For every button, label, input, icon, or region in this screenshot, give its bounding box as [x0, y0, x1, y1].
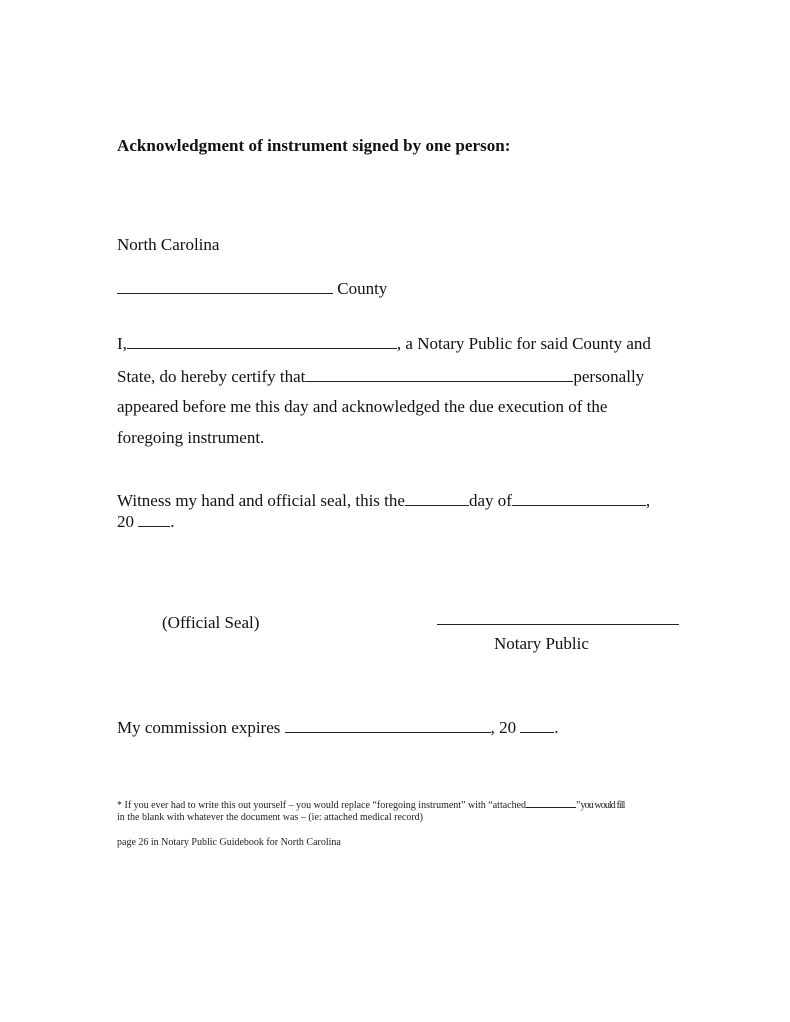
commission-prefix: My commission expires — [117, 718, 281, 737]
witness-comma: , — [645, 491, 651, 510]
day-of-label: day of — [468, 491, 512, 510]
line1-suffix: , a Notary Public for said County and — [396, 334, 651, 353]
line2-suffix: personally — [573, 367, 645, 386]
paragraph1-line4: foregoing instrument. — [117, 428, 265, 447]
commission-year-prefix: , 20 — [490, 718, 517, 737]
source-citation: page 26 in Notary Public Guidebook for North Carolina — [117, 837, 341, 848]
notary-public-label: Notary Public — [494, 634, 589, 653]
paragraph1-line1 — [117, 333, 651, 354]
commission-year-blank[interactable] — [520, 717, 554, 733]
witness-line1 — [117, 490, 650, 511]
notary-signature-line[interactable] — [437, 624, 679, 625]
official-seal-label: (Official Seal) — [162, 613, 260, 632]
state-name: North Carolina — [117, 235, 220, 254]
footnote-text-a: * If you ever had to write this out yourself – you would replace “foregoing instrument” with “attached — [117, 800, 527, 811]
witness-year-blank[interactable] — [138, 511, 170, 527]
footnote-line1 — [117, 798, 625, 812]
paragraph1-line3: appeared before me this day and acknowledged the due execution of the — [117, 397, 608, 416]
day-blank[interactable] — [405, 490, 469, 506]
footnote-line2: in the blank with whatever the document was – (ie: attached medical record) — [117, 812, 423, 823]
signer-name-blank[interactable] — [305, 366, 573, 382]
county-blank[interactable] — [117, 278, 333, 294]
month-blank[interactable] — [512, 490, 646, 506]
footnote-text-b: ” — [576, 800, 581, 811]
county-line — [117, 278, 387, 299]
witness-year-prefix: 20 — [117, 512, 134, 531]
line2-prefix: State, do hereby certify that — [117, 367, 306, 386]
witness-year-suffix: . — [170, 512, 175, 531]
line1-prefix: I, — [117, 334, 127, 353]
county-label: County — [337, 279, 388, 298]
commission-suffix: . — [554, 718, 559, 737]
witness-prefix: Witness my hand and official seal, this the — [117, 491, 405, 510]
commission-date-blank[interactable] — [285, 717, 491, 733]
paragraph1-line2 — [117, 366, 644, 387]
witness-line2 — [117, 511, 175, 532]
document-title: Acknowledgment of instrument signed by one person: — [117, 136, 511, 155]
commission-line — [117, 717, 559, 738]
notary-name-blank[interactable] — [127, 333, 397, 349]
footnote-blank — [526, 798, 576, 808]
footnote-text-c: you would fill — [580, 800, 625, 811]
